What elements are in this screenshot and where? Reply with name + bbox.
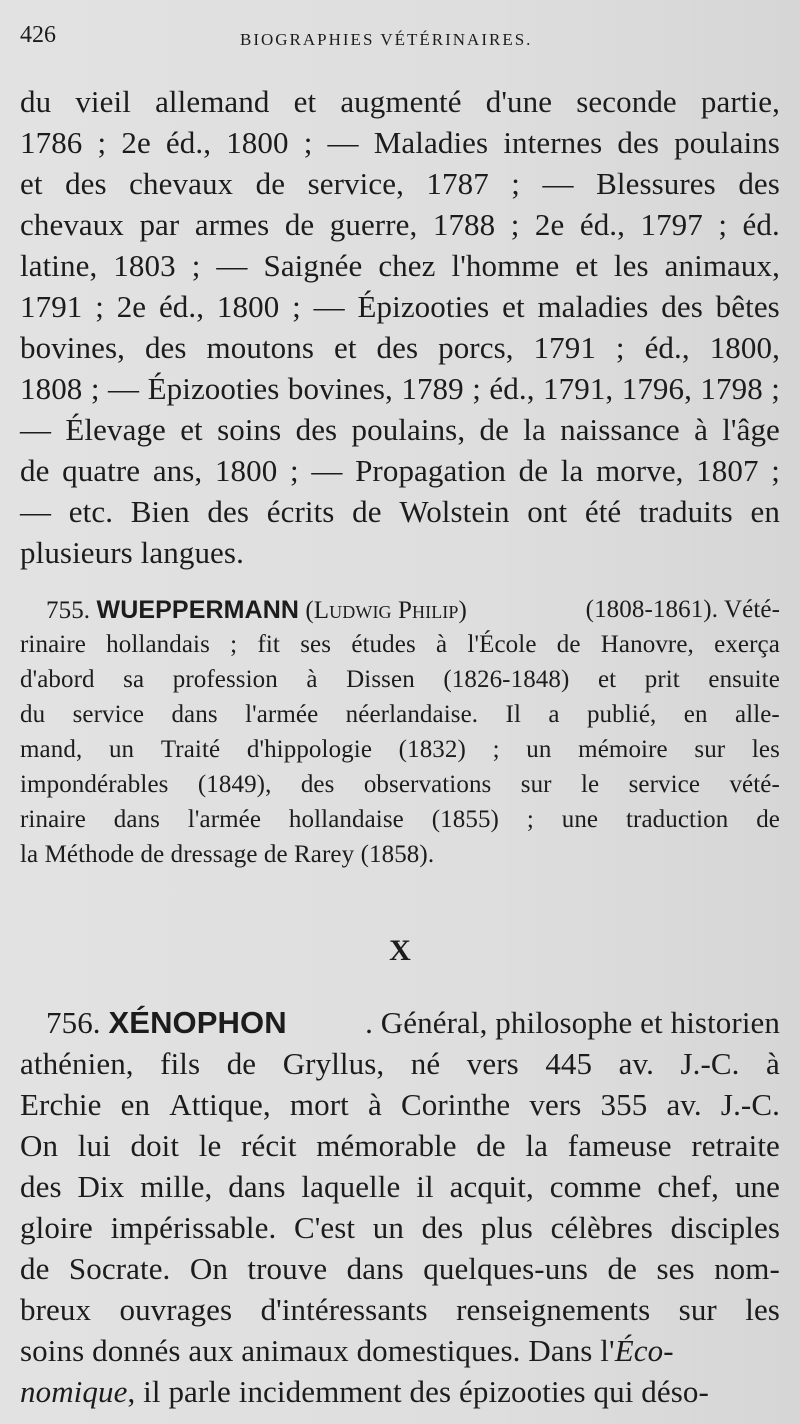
running-title: BIOGRAPHIES VÉTÉRINAIRES. <box>240 30 533 49</box>
text-line: d'abord sa profession à Dissen (1826-1848) et prit ensuite <box>20 666 780 693</box>
text-line: gloire impérissable. C'est un des plus célèbres disciples <box>20 1210 780 1245</box>
italic-title: nomique <box>20 1374 128 1409</box>
text-line: du vieil allemand et augmenté d'une seconde partie, <box>20 84 780 119</box>
entry-name: XÉNOPHON <box>108 1005 287 1040</box>
text-line: rinaire hollandais ; fit ses études à l'École de Hanovre, exerça <box>20 631 780 658</box>
page-number: 426 <box>20 22 56 48</box>
text-line: de Socrate. On trouve dans quelques-uns de ses nom- <box>20 1251 780 1286</box>
text-line: du service dans l'armée néerlandaise. Il a publié, en alle- <box>20 701 780 728</box>
entry-number: 756. <box>46 1005 101 1040</box>
text-line: — etc. Bien des écrits de Wolstein ont été traduits en <box>20 494 780 529</box>
text-line: bovines, des moutons et des porcs, 1791 ; éd., 1800, <box>20 330 780 365</box>
text-line: et des chevaux de service, 1787 ; — Blessures des <box>20 166 780 201</box>
text-line: Erchie en Attique, mort à Corinthe vers 355 av. J.-C. <box>20 1087 780 1122</box>
entry-dates: (1808-1861). Vété- <box>585 596 780 623</box>
text-line: latine, 1803 ; — Saignée chez l'homme et les animaux, <box>20 248 780 283</box>
section-letter: X <box>389 934 411 967</box>
text-line: On lui doit le récit mémorable de la fameuse retraite <box>20 1128 780 1163</box>
text-line: rinaire dans l'armée hollandaise (1855) ; une traduction de <box>20 806 780 833</box>
text-line: la Méthode de dressage de Rarey (1858). <box>20 841 435 868</box>
entry-heading-line: 756. XÉNOPHON . Général, philosophe et historien <box>46 1005 780 1040</box>
italic-title: Éco- <box>614 1333 674 1368</box>
text-line: de quatre ans, 1800 ; — Propagation de la morve, 1807 ; <box>20 453 780 488</box>
text-line: des Dix mille, dans laquelle il acquit, comme chef, une <box>20 1169 780 1204</box>
text-line: impondérables (1849), des observations sur le service vété- <box>20 771 780 798</box>
text-line: 1808 ; — Épizooties bovines, 1789 ; éd., 1791, 1796, 1798 ; <box>20 371 780 406</box>
text-line: — Élevage et soins des poulains, de la naissance à l'âge <box>20 412 780 447</box>
text-line: chevaux par armes de guerre, 1788 ; 2e éd., 1797 ; éd. <box>20 207 780 242</box>
text-line: mand, un Traité d'hippologie (1832) ; un mémoire sur les <box>20 736 780 763</box>
entry-number: 755. <box>46 597 91 624</box>
text-line: plusieurs langues. <box>20 535 244 570</box>
text-line: 1791 ; 2e éd., 1800 ; — Épizooties et maladies des bêtes <box>20 289 780 324</box>
text-line: athénien, fils de Gryllus, né vers 445 av. J.-C. à <box>20 1046 780 1081</box>
entry-given-names: (Ludwig Philip) <box>305 597 467 624</box>
entry-heading-line <box>20 593 780 627</box>
text-line: 1786 ; 2e éd., 1800 ; — Maladies internes des poulains <box>20 125 780 160</box>
text-line: nomique, il parle incidemment des épizooties qui déso- <box>20 1374 709 1409</box>
text-line: breux ouvrages d'intéressants renseignements sur les <box>20 1292 780 1327</box>
entry-name: WUEPPERMANN <box>96 596 300 624</box>
text-line: soins donnés aux animaux domestiques. Dans l'Éco- <box>20 1333 674 1368</box>
